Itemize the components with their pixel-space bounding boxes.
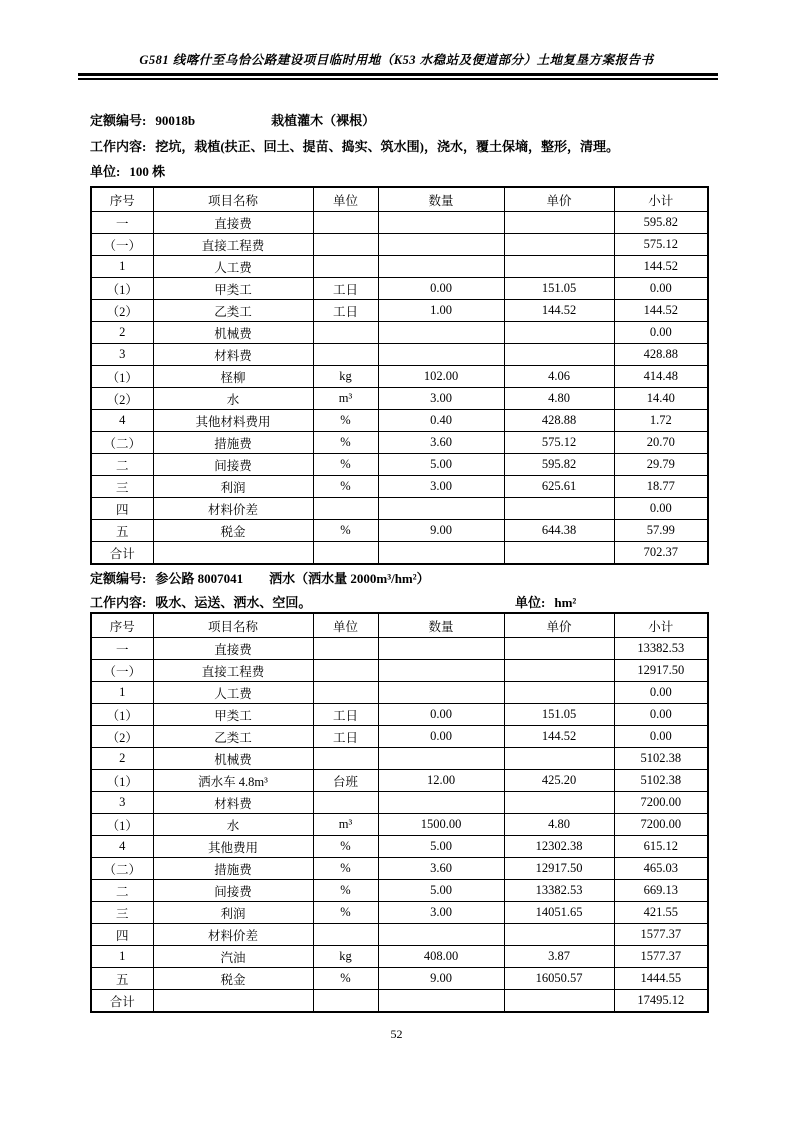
table-row xyxy=(91,498,708,520)
table-cell: 4.80 xyxy=(504,814,614,836)
table-cell: 四 xyxy=(91,498,153,520)
quota-title: 洒水（洒水量 2000m³/hm²） xyxy=(269,571,430,586)
table-cell xyxy=(504,234,614,256)
table-cell: 人工费 xyxy=(153,256,313,278)
table-cell: % xyxy=(313,836,378,858)
table-cell: 9.00 xyxy=(378,968,504,990)
table-cell: 644.38 xyxy=(504,520,614,542)
unit-value: 100 株 xyxy=(129,164,166,179)
table-cell xyxy=(504,256,614,278)
table-row xyxy=(91,410,708,432)
table-cell: 0.00 xyxy=(378,704,504,726)
table-cell: 1577.37 xyxy=(614,946,708,968)
table-cell: 7200.00 xyxy=(614,792,708,814)
table-cell xyxy=(504,498,614,520)
table-header-row xyxy=(91,613,708,638)
table-row xyxy=(91,212,708,234)
cost-table-2 xyxy=(90,612,709,1013)
table-cell: 0.00 xyxy=(614,498,708,520)
table-cell: 2 xyxy=(91,748,153,770)
table-cell: 0.40 xyxy=(378,410,504,432)
table-cell: （2） xyxy=(91,388,153,410)
table-cell: 0.00 xyxy=(614,726,708,748)
table-cell: 5.00 xyxy=(378,454,504,476)
table-cell: 625.61 xyxy=(504,476,614,498)
table-cell xyxy=(504,344,614,366)
table-row xyxy=(91,726,708,748)
table-cell: （1） xyxy=(91,814,153,836)
header-rule-thick-line xyxy=(78,73,718,76)
table-cell xyxy=(313,924,378,946)
table-row xyxy=(91,836,708,858)
table-cell: 柽柳 xyxy=(153,366,313,388)
table-cell: 4.06 xyxy=(504,366,614,388)
table-row xyxy=(91,748,708,770)
table-cell: 421.55 xyxy=(614,902,708,924)
table-header-cell: 项目名称 xyxy=(153,613,313,638)
table-cell: 间接费 xyxy=(153,454,313,476)
work-label: 工作内容: xyxy=(90,139,147,154)
table-cell: % xyxy=(313,454,378,476)
table-cell: 3.60 xyxy=(378,858,504,880)
table-cell: 0.00 xyxy=(378,726,504,748)
table-cell: 0.00 xyxy=(614,322,708,344)
table-cell: 595.82 xyxy=(504,454,614,476)
table-cell xyxy=(313,990,378,1013)
header-rule-thin-line xyxy=(78,78,718,80)
table-cell: 29.79 xyxy=(614,454,708,476)
table-cell xyxy=(504,638,614,660)
table-cell: 1 xyxy=(91,682,153,704)
table-cell: 间接费 xyxy=(153,880,313,902)
table-row xyxy=(91,234,708,256)
table-cell xyxy=(378,924,504,946)
table-row xyxy=(91,322,708,344)
table-cell xyxy=(153,542,313,565)
table-cell: 428.88 xyxy=(614,344,708,366)
table-cell: 3.87 xyxy=(504,946,614,968)
table-cell: 13382.53 xyxy=(614,638,708,660)
table-cell: % xyxy=(313,476,378,498)
table-row xyxy=(91,638,708,660)
work-label: 工作内容: xyxy=(90,595,147,610)
table-cell: 直接工程费 xyxy=(153,234,313,256)
table-cell: 1577.37 xyxy=(614,924,708,946)
table-cell: 甲类工 xyxy=(153,278,313,300)
table-cell: 机械费 xyxy=(153,748,313,770)
table-cell: 14.40 xyxy=(614,388,708,410)
section1-quota-line xyxy=(90,110,730,129)
quota-code: 参公路 8007041 xyxy=(155,571,244,586)
table-cell: kg xyxy=(313,366,378,388)
table-row xyxy=(91,858,708,880)
table-cell xyxy=(313,234,378,256)
table-cell: 12.00 xyxy=(378,770,504,792)
header-rule xyxy=(78,73,718,80)
table-cell: 其他材料费用 xyxy=(153,410,313,432)
table-cell xyxy=(378,638,504,660)
table-cell: 5.00 xyxy=(378,836,504,858)
table-cell xyxy=(504,322,614,344)
cost-table-1 xyxy=(90,186,709,565)
table-cell: （二） xyxy=(91,432,153,454)
table-cell: 465.03 xyxy=(614,858,708,880)
table-cell: 材料价差 xyxy=(153,498,313,520)
table-row xyxy=(91,344,708,366)
table-header-cell: 单价 xyxy=(504,187,614,212)
table-cell: 台班 xyxy=(313,770,378,792)
table-cell: 1 xyxy=(91,256,153,278)
table-cell: 三 xyxy=(91,476,153,498)
table-cell: 材料费 xyxy=(153,344,313,366)
table-cell: （1） xyxy=(91,366,153,388)
table-cell: 0.00 xyxy=(614,682,708,704)
work-content: 吸水、运送、洒水、空回。 xyxy=(155,595,312,610)
table-cell xyxy=(313,542,378,565)
table-row xyxy=(91,792,708,814)
table-cell: 1444.55 xyxy=(614,968,708,990)
table-cell xyxy=(504,792,614,814)
table-cell: 水 xyxy=(153,388,313,410)
table-cell: 乙类工 xyxy=(153,300,313,322)
table-cell: 17495.12 xyxy=(614,990,708,1013)
table-row xyxy=(91,366,708,388)
table-cell: 直接工程费 xyxy=(153,660,313,682)
table-cell xyxy=(313,322,378,344)
quota-code: 90018b xyxy=(155,113,196,128)
quota-title: 栽植灌木（裸根） xyxy=(271,113,376,128)
table-cell: 措施费 xyxy=(153,858,313,880)
table-cell: 3 xyxy=(91,792,153,814)
table-cell: 五 xyxy=(91,968,153,990)
table-header-cell: 序号 xyxy=(91,613,153,638)
table-cell: 直接费 xyxy=(153,212,313,234)
table-row xyxy=(91,300,708,322)
table-cell: 5102.38 xyxy=(614,748,708,770)
table-cell: 机械费 xyxy=(153,322,313,344)
table-header-cell: 数量 xyxy=(378,613,504,638)
table-cell: 428.88 xyxy=(504,410,614,432)
table-cell: 9.00 xyxy=(378,520,504,542)
table-cell xyxy=(504,212,614,234)
table-cell: 直接费 xyxy=(153,638,313,660)
table-cell: 575.12 xyxy=(614,234,708,256)
table-cell: 144.52 xyxy=(504,300,614,322)
table-cell: % xyxy=(313,880,378,902)
table-cell: （二） xyxy=(91,858,153,880)
table-cell xyxy=(313,792,378,814)
table-cell xyxy=(153,990,313,1013)
table-cell: 575.12 xyxy=(504,432,614,454)
table-cell xyxy=(313,682,378,704)
table-cell: 三 xyxy=(91,902,153,924)
table-cell: 3.60 xyxy=(378,432,504,454)
table-cell: 0.00 xyxy=(614,278,708,300)
table-row xyxy=(91,278,708,300)
table-cell: 1 xyxy=(91,946,153,968)
table-cell: 水 xyxy=(153,814,313,836)
table-row xyxy=(91,476,708,498)
table-cell: 20.70 xyxy=(614,432,708,454)
table-header-cell: 项目名称 xyxy=(153,187,313,212)
table-cell: 人工费 xyxy=(153,682,313,704)
table-header-cell: 单位 xyxy=(313,187,378,212)
table-cell xyxy=(504,682,614,704)
table-header-cell: 序号 xyxy=(91,187,153,212)
table-cell: 利润 xyxy=(153,476,313,498)
table-cell: 二 xyxy=(91,880,153,902)
table-cell: % xyxy=(313,968,378,990)
table-cell: 0.00 xyxy=(614,704,708,726)
table-cell: 4 xyxy=(91,410,153,432)
table-header-cell: 小计 xyxy=(614,613,708,638)
table-cell: 措施费 xyxy=(153,432,313,454)
table-cell: 合计 xyxy=(91,990,153,1013)
table-header-cell: 数量 xyxy=(378,187,504,212)
table-row xyxy=(91,770,708,792)
table-cell: 14051.65 xyxy=(504,902,614,924)
table-row xyxy=(91,542,708,565)
table-header-cell: 小计 xyxy=(614,187,708,212)
table-cell xyxy=(378,748,504,770)
table-cell: 702.37 xyxy=(614,542,708,565)
table-cell: 5102.38 xyxy=(614,770,708,792)
table-cell: （2） xyxy=(91,726,153,748)
table-cell: % xyxy=(313,902,378,924)
table-header-cell: 单价 xyxy=(504,613,614,638)
table-cell: 16050.57 xyxy=(504,968,614,990)
table-cell: 五 xyxy=(91,520,153,542)
table-cell: 57.99 xyxy=(614,520,708,542)
table-cell: 144.52 xyxy=(504,726,614,748)
table-cell: 3.00 xyxy=(378,476,504,498)
table-row xyxy=(91,968,708,990)
table-cell xyxy=(504,990,614,1013)
section2-quota-line xyxy=(90,568,730,587)
table-cell: 四 xyxy=(91,924,153,946)
table-cell: 3.00 xyxy=(378,388,504,410)
table-cell: 4.80 xyxy=(504,388,614,410)
table-cell: 材料费 xyxy=(153,792,313,814)
table-cell xyxy=(504,924,614,946)
table-cell: 144.52 xyxy=(614,300,708,322)
table-row xyxy=(91,660,708,682)
table-cell: 税金 xyxy=(153,520,313,542)
table-row xyxy=(91,388,708,410)
table-row xyxy=(91,432,708,454)
table-cell xyxy=(378,542,504,565)
table-cell: 144.52 xyxy=(614,256,708,278)
table-cell: 1.00 xyxy=(378,300,504,322)
table-cell xyxy=(313,638,378,660)
table-cell: 12917.50 xyxy=(504,858,614,880)
table-cell xyxy=(378,322,504,344)
table-cell: 0.00 xyxy=(378,278,504,300)
table-cell xyxy=(313,344,378,366)
table-cell xyxy=(378,344,504,366)
section1-work-line xyxy=(90,136,730,155)
table-cell xyxy=(313,498,378,520)
table-cell: 425.20 xyxy=(504,770,614,792)
table-cell: 工日 xyxy=(313,300,378,322)
table-cell: 工日 xyxy=(313,704,378,726)
table-cell: % xyxy=(313,410,378,432)
table-row xyxy=(91,814,708,836)
table-cell: m³ xyxy=(313,814,378,836)
table-cell: 2 xyxy=(91,322,153,344)
unit-label: 单位: xyxy=(90,164,121,179)
table-cell: （一） xyxy=(91,660,153,682)
table-cell: 18.77 xyxy=(614,476,708,498)
table-cell: 3 xyxy=(91,344,153,366)
quota-label: 定额编号: xyxy=(90,113,147,128)
table-cell: 3.00 xyxy=(378,902,504,924)
section1-unit-line xyxy=(90,161,730,180)
table-cell xyxy=(313,212,378,234)
table-cell xyxy=(378,660,504,682)
table-cell: kg xyxy=(313,946,378,968)
table-cell: 7200.00 xyxy=(614,814,708,836)
table-cell: 工日 xyxy=(313,278,378,300)
table-cell: （一） xyxy=(91,234,153,256)
table-cell: 1500.00 xyxy=(378,814,504,836)
table-cell: 669.13 xyxy=(614,880,708,902)
quota-label: 定额编号: xyxy=(90,571,147,586)
page-number: 52 xyxy=(390,1027,403,1041)
table-row xyxy=(91,520,708,542)
table-cell: 洒水车 4.8m³ xyxy=(153,770,313,792)
table-cell: 102.00 xyxy=(378,366,504,388)
table-cell xyxy=(504,542,614,565)
table-cell xyxy=(313,256,378,278)
table-cell: 一 xyxy=(91,638,153,660)
table-cell: 工日 xyxy=(313,726,378,748)
table-cell xyxy=(378,256,504,278)
table-header-cell: 单位 xyxy=(313,613,378,638)
table-cell xyxy=(313,748,378,770)
table-cell: 汽油 xyxy=(153,946,313,968)
table-cell: 4 xyxy=(91,836,153,858)
table-cell: 二 xyxy=(91,454,153,476)
table-cell: 151.05 xyxy=(504,704,614,726)
table-cell xyxy=(313,660,378,682)
table-row xyxy=(91,454,708,476)
table-cell xyxy=(504,660,614,682)
table-cell: % xyxy=(313,520,378,542)
table-row xyxy=(91,682,708,704)
table-cell: 一 xyxy=(91,212,153,234)
table-cell: 5.00 xyxy=(378,880,504,902)
table-row xyxy=(91,704,708,726)
table-cell: 其他费用 xyxy=(153,836,313,858)
table-cell: （1） xyxy=(91,770,153,792)
table-cell xyxy=(378,234,504,256)
table-cell xyxy=(378,682,504,704)
table-cell: （1） xyxy=(91,278,153,300)
table-cell: 材料价差 xyxy=(153,924,313,946)
page-header-title: G581 线喀什至乌恰公路建设项目临时用地（K53 水稳站及便道部分）土地复垦方案报告书 xyxy=(139,53,654,67)
table-cell: % xyxy=(313,432,378,454)
table-cell xyxy=(378,990,504,1013)
table-cell: 1.72 xyxy=(614,410,708,432)
table-row xyxy=(91,256,708,278)
table-cell: （1） xyxy=(91,704,153,726)
table-cell: % xyxy=(313,858,378,880)
table-cell: 12302.38 xyxy=(504,836,614,858)
table-cell xyxy=(504,748,614,770)
table-row xyxy=(91,946,708,968)
table-cell xyxy=(378,212,504,234)
table-cell: 408.00 xyxy=(378,946,504,968)
table-cell: 595.82 xyxy=(614,212,708,234)
table-cell xyxy=(378,498,504,520)
table-cell: （2） xyxy=(91,300,153,322)
table-row xyxy=(91,924,708,946)
table-cell: 合计 xyxy=(91,542,153,565)
table-cell xyxy=(378,792,504,814)
table-row xyxy=(91,902,708,924)
table-cell: 甲类工 xyxy=(153,704,313,726)
table-cell: 13382.53 xyxy=(504,880,614,902)
table-row xyxy=(91,880,708,902)
table-cell: m³ xyxy=(313,388,378,410)
section2-unit xyxy=(515,592,576,611)
table-row xyxy=(91,990,708,1013)
section2-work-line xyxy=(90,592,730,611)
table-header-row xyxy=(91,187,708,212)
unit-label: 单位: xyxy=(515,595,546,610)
table-cell: 税金 xyxy=(153,968,313,990)
table-cell: 12917.50 xyxy=(614,660,708,682)
unit-value: hm² xyxy=(554,595,577,610)
table-cell: 615.12 xyxy=(614,836,708,858)
work-content: 挖坑，栽植(扶正、回土、提苗、捣实、筑水围)，浇水，覆土保墒，整形，清理。 xyxy=(155,139,620,154)
table-cell: 151.05 xyxy=(504,278,614,300)
table-cell: 利润 xyxy=(153,902,313,924)
table-cell: 乙类工 xyxy=(153,726,313,748)
table-cell: 414.48 xyxy=(614,366,708,388)
